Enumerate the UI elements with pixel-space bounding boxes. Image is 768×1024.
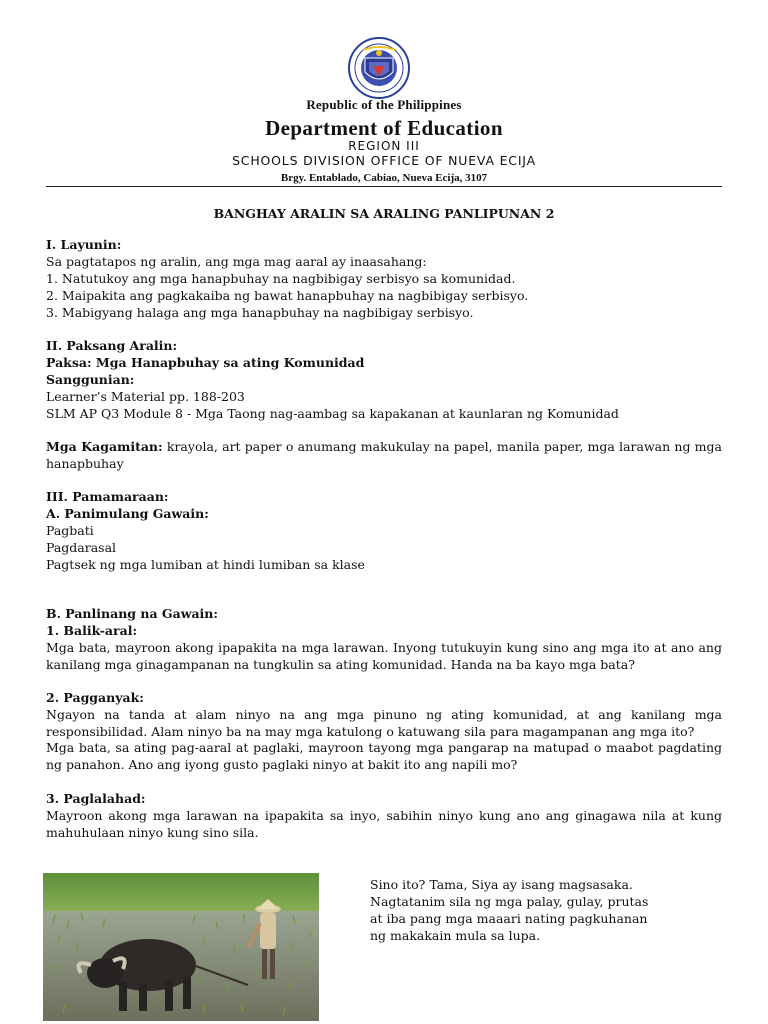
layunin-item: 2. Maipakita ang pagkakaiba ng bawat hanapbuhay na nagbibigay serbisyo. [46, 288, 529, 303]
kagamitan-text: krayola, art paper o anumang makukulay na papel, manila paper, mga larawan ng mga hanapbuhay [46, 439, 722, 471]
photo-caption [370, 876, 710, 944]
header-address: Brgy. Entablado, Cabiao, Nueva Ecija, 3107 [280, 172, 488, 184]
panimula-item: Pagbati [46, 523, 94, 538]
caption-line: ng makakain mula sa lupa. [370, 928, 541, 943]
header-department: Department of Education [265, 116, 503, 140]
pagganyak-heading: 2. Pagganyak: [46, 690, 144, 705]
pamamaraan-heading: III. Pamamaraan: [46, 489, 169, 504]
paksa-line: Paksa: Mga Hanapbuhay sa ating Komunidad [46, 355, 365, 370]
pagganyak-text: Ngayon na tanda at alam ninyo na ang mga pinuno ng ating komunidad, at ang kanilang mga responsibilidad. Alam ninyo ba na may mga katulong o katuwang sila para magampanan ang mga ito? [46, 707, 722, 739]
header-divider [46, 186, 722, 187]
kagamitan-paragraph [46, 439, 722, 472]
header-division: SCHOOLS DIVISION OFFICE OF NUEVA ECIJA [232, 153, 536, 168]
farmer-carabao-photo [43, 873, 319, 1021]
header-region: REGION III [348, 139, 420, 153]
panimula-item: Pagtsek ng mga lumiban at hindi lumiban sa klase [46, 557, 365, 572]
header-republic: Republic of the Philippines [306, 97, 462, 112]
panlinang-heading: B. Panlinang na Gawain: [46, 606, 219, 621]
caption-line: Sino ito? Tama, Siya ay isang magsasaka. [370, 877, 633, 892]
layunin-heading: I. Layunin: [46, 237, 122, 252]
layunin-item: 1. Natutukoy ang mga hanapbuhay na nagbibigay serbisyo sa komunidad. [46, 271, 516, 286]
balik-aral-heading: 1. Balik-aral: [46, 623, 138, 638]
paglalahad-heading: 3. Paglalahad: [46, 791, 146, 806]
sanggunian-heading: Sanggunian: [46, 372, 135, 387]
balik-aral-text: Mga bata, mayroon akong ipapakita na mga larawan. Inyong tutukuyin kung sino ang mga ito at ano ang kanilang mga ginagampanan na tungkulin sa ating komunidad. Handa na ba kayo mga bata? [46, 640, 722, 672]
sanggunian-item: Learner’s Material pp. 188-203 [46, 389, 245, 404]
pagganyak-text: Mga bata, sa ating pag-aaral at paglaki, mayroon tayong mga pangarap na matupad o maabot pagdating ng panahon. Ano ang iyong gusto paglaki ninyo at bakit ito ang napili mo? [46, 740, 722, 772]
deped-seal-logo [343, 36, 415, 100]
sanggunian-item: SLM AP Q3 Module 8 - Mga Taong nag-aambag sa kapakanan at kaunlaran ng Komunidad [46, 406, 619, 421]
document-title: BANGHAY ARALIN SA ARALING PANLIPUNAN 2 [213, 206, 555, 221]
layunin-intro: Sa pagtatapos ng aralin, ang mga mag aaral ay inaasahang: [46, 254, 427, 269]
layunin-item: 3. Mabigyang halaga ang mga hanapbuhay na nagbibigay serbisyo. [46, 305, 474, 320]
caption-line: Nagtatanim sila ng mga palay, gulay, prutas [370, 894, 649, 909]
paglalahad-text: Mayroon akong mga larawan na ipapakita sa inyo, sabihin ninyo kung ano ang ginagawa nila at kung mahuhulaan ninyo kung sino sila. [46, 808, 722, 840]
caption-line: at iba pang mga maaari nating pagkuhanan [370, 911, 648, 926]
kagamitan-label: Mga Kagamitan: [46, 439, 163, 454]
panimula-heading: A. Panimulang Gawain: [46, 506, 209, 521]
paksang-aralin-heading: II. Paksang Aralin: [46, 338, 178, 353]
panimula-item: Pagdarasal [46, 540, 117, 555]
